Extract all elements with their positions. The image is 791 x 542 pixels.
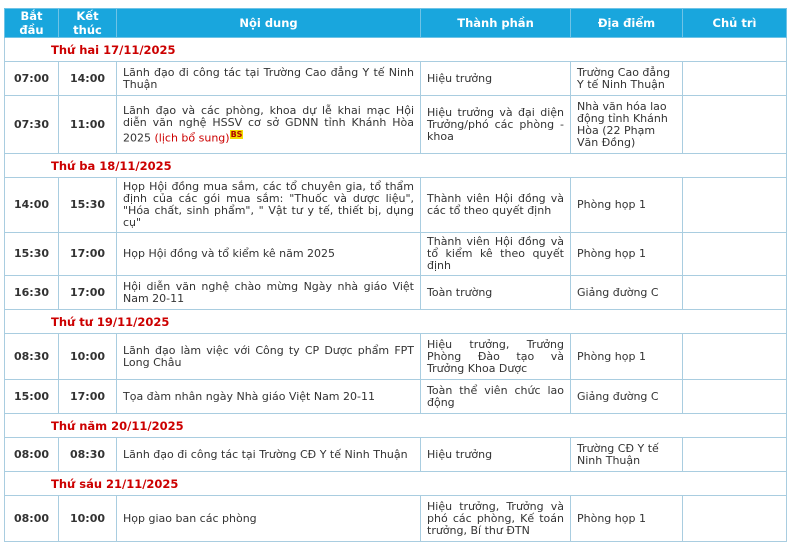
header-row (5, 9, 787, 38)
event-start: 08:00 (5, 438, 59, 472)
event-row (5, 233, 787, 276)
event-host (683, 96, 787, 154)
event-content: Họp giao ban các phòng (117, 496, 421, 542)
event-end: 15:30 (59, 178, 117, 233)
event-members: Hiệu trưởng và đại diện Trưởng/phó các phòng - khoa (421, 96, 571, 154)
event-content-cell (117, 96, 421, 154)
event-end: 11:00 (59, 96, 117, 154)
event-row (5, 62, 787, 96)
event-end: 17:00 (59, 233, 117, 276)
event-content: Lãnh đạo làm việc với Công ty CP Dược phẩm FPT Long Châu (117, 334, 421, 380)
event-end: 10:00 (59, 334, 117, 380)
supplement-note: (lịch bổ sung) (154, 131, 230, 145)
event-content: Hội diễn văn nghệ chào mừng Ngày nhà giáo Việt Nam 20-11 (117, 276, 421, 310)
event-start: 16:30 (5, 276, 59, 310)
day-row (5, 310, 787, 334)
event-members: Thành viên Hội đồng và tổ kiểm kê theo quyết định (421, 233, 571, 276)
event-content: Họp Hội đồng mua sắm, các tổ chuyên gia, tổ thẩm định của các gói mua sắm: "Thuốc và dược liệu", "Hóa chất, sinh phẩm", " Vật tư y tế, thiết bị, dụng cụ" (117, 178, 421, 233)
event-members: Toàn thể viên chức lao động (421, 380, 571, 414)
day-label: Thứ ba 18/11/2025 (5, 154, 787, 178)
event-host (683, 276, 787, 310)
event-content: Tọa đàm nhân ngày Nhà giáo Việt Nam 20-11 (117, 380, 421, 414)
supplement-badge: BS (230, 129, 243, 139)
event-content: Họp Hội đồng và tổ kiểm kê năm 2025 (117, 233, 421, 276)
event-start: 07:00 (5, 62, 59, 96)
event-location: Phòng họp 1 (571, 178, 683, 233)
event-row (5, 496, 787, 542)
event-content: Lãnh đạo và các phòng, khoa dự lễ khai mạc Hội diễn văn nghệ HSSV cơ sở GDNN tỉnh Khánh Hòa 2025 (123, 103, 414, 145)
schedule-table (4, 8, 787, 542)
event-host (683, 380, 787, 414)
event-location: Phòng họp 1 (571, 334, 683, 380)
event-host (683, 62, 787, 96)
col-host-header: Chủ trì (683, 9, 787, 38)
event-host (683, 233, 787, 276)
event-location: Trường CĐ Y tế Ninh Thuận (571, 438, 683, 472)
event-location: Phòng họp 1 (571, 233, 683, 276)
event-start: 08:00 (5, 496, 59, 542)
event-members: Thành viên Hội đồng và các tổ theo quyết định (421, 178, 571, 233)
col-end-header: Kết thúc (59, 9, 117, 38)
event-members: Hiệu trưởng (421, 62, 571, 96)
event-end: 17:00 (59, 380, 117, 414)
event-content: Lãnh đạo đi công tác tại Trường CĐ Y tế Ninh Thuận (117, 438, 421, 472)
event-content: Lãnh đạo đi công tác tại Trường Cao đẳng Y tế Ninh Thuận (117, 62, 421, 96)
event-start: 15:30 (5, 233, 59, 276)
event-location: Giảng đường C (571, 380, 683, 414)
day-row (5, 38, 787, 62)
event-end: 08:30 (59, 438, 117, 472)
col-location-header: Địa điểm (571, 9, 683, 38)
day-label: Thứ sáu 21/11/2025 (5, 472, 787, 496)
event-host (683, 496, 787, 542)
event-end: 17:00 (59, 276, 117, 310)
event-location: Nhà văn hóa lao động tỉnh Khánh Hòa (22 Phạm Văn Đồng) (571, 96, 683, 154)
event-host (683, 438, 787, 472)
event-start: 07:30 (5, 96, 59, 154)
day-label: Thứ hai 17/11/2025 (5, 38, 787, 62)
col-members-header: Thành phần (421, 9, 571, 38)
event-start: 15:00 (5, 380, 59, 414)
col-content-header: Nội dung (117, 9, 421, 38)
event-location: Trường Cao đẳng Y tế Ninh Thuận (571, 62, 683, 96)
event-row (5, 334, 787, 380)
day-label: Thứ tư 19/11/2025 (5, 310, 787, 334)
event-end: 10:00 (59, 496, 117, 542)
event-members: Hiệu trưởng (421, 438, 571, 472)
event-members: Toàn trường (421, 276, 571, 310)
event-end: 14:00 (59, 62, 117, 96)
event-row (5, 178, 787, 233)
event-members: Hiệu trưởng, Trưởng Phòng Đào tạo và Trưởng Khoa Dược (421, 334, 571, 380)
col-start-header: Bắt đầu (5, 9, 59, 38)
event-start: 08:30 (5, 334, 59, 380)
event-host (683, 178, 787, 233)
event-location: Phòng họp 1 (571, 496, 683, 542)
event-row (5, 96, 787, 154)
event-row (5, 380, 787, 414)
day-row (5, 154, 787, 178)
event-start: 14:00 (5, 178, 59, 233)
event-location: Giảng đường C (571, 276, 683, 310)
day-label: Thứ năm 20/11/2025 (5, 414, 787, 438)
event-members: Hiệu trưởng, Trưởng và phó các phòng, Kế toán trưởng, Bí thư ĐTN (421, 496, 571, 542)
day-row (5, 414, 787, 438)
event-row (5, 438, 787, 472)
event-row (5, 276, 787, 310)
event-host (683, 334, 787, 380)
day-row (5, 472, 787, 496)
